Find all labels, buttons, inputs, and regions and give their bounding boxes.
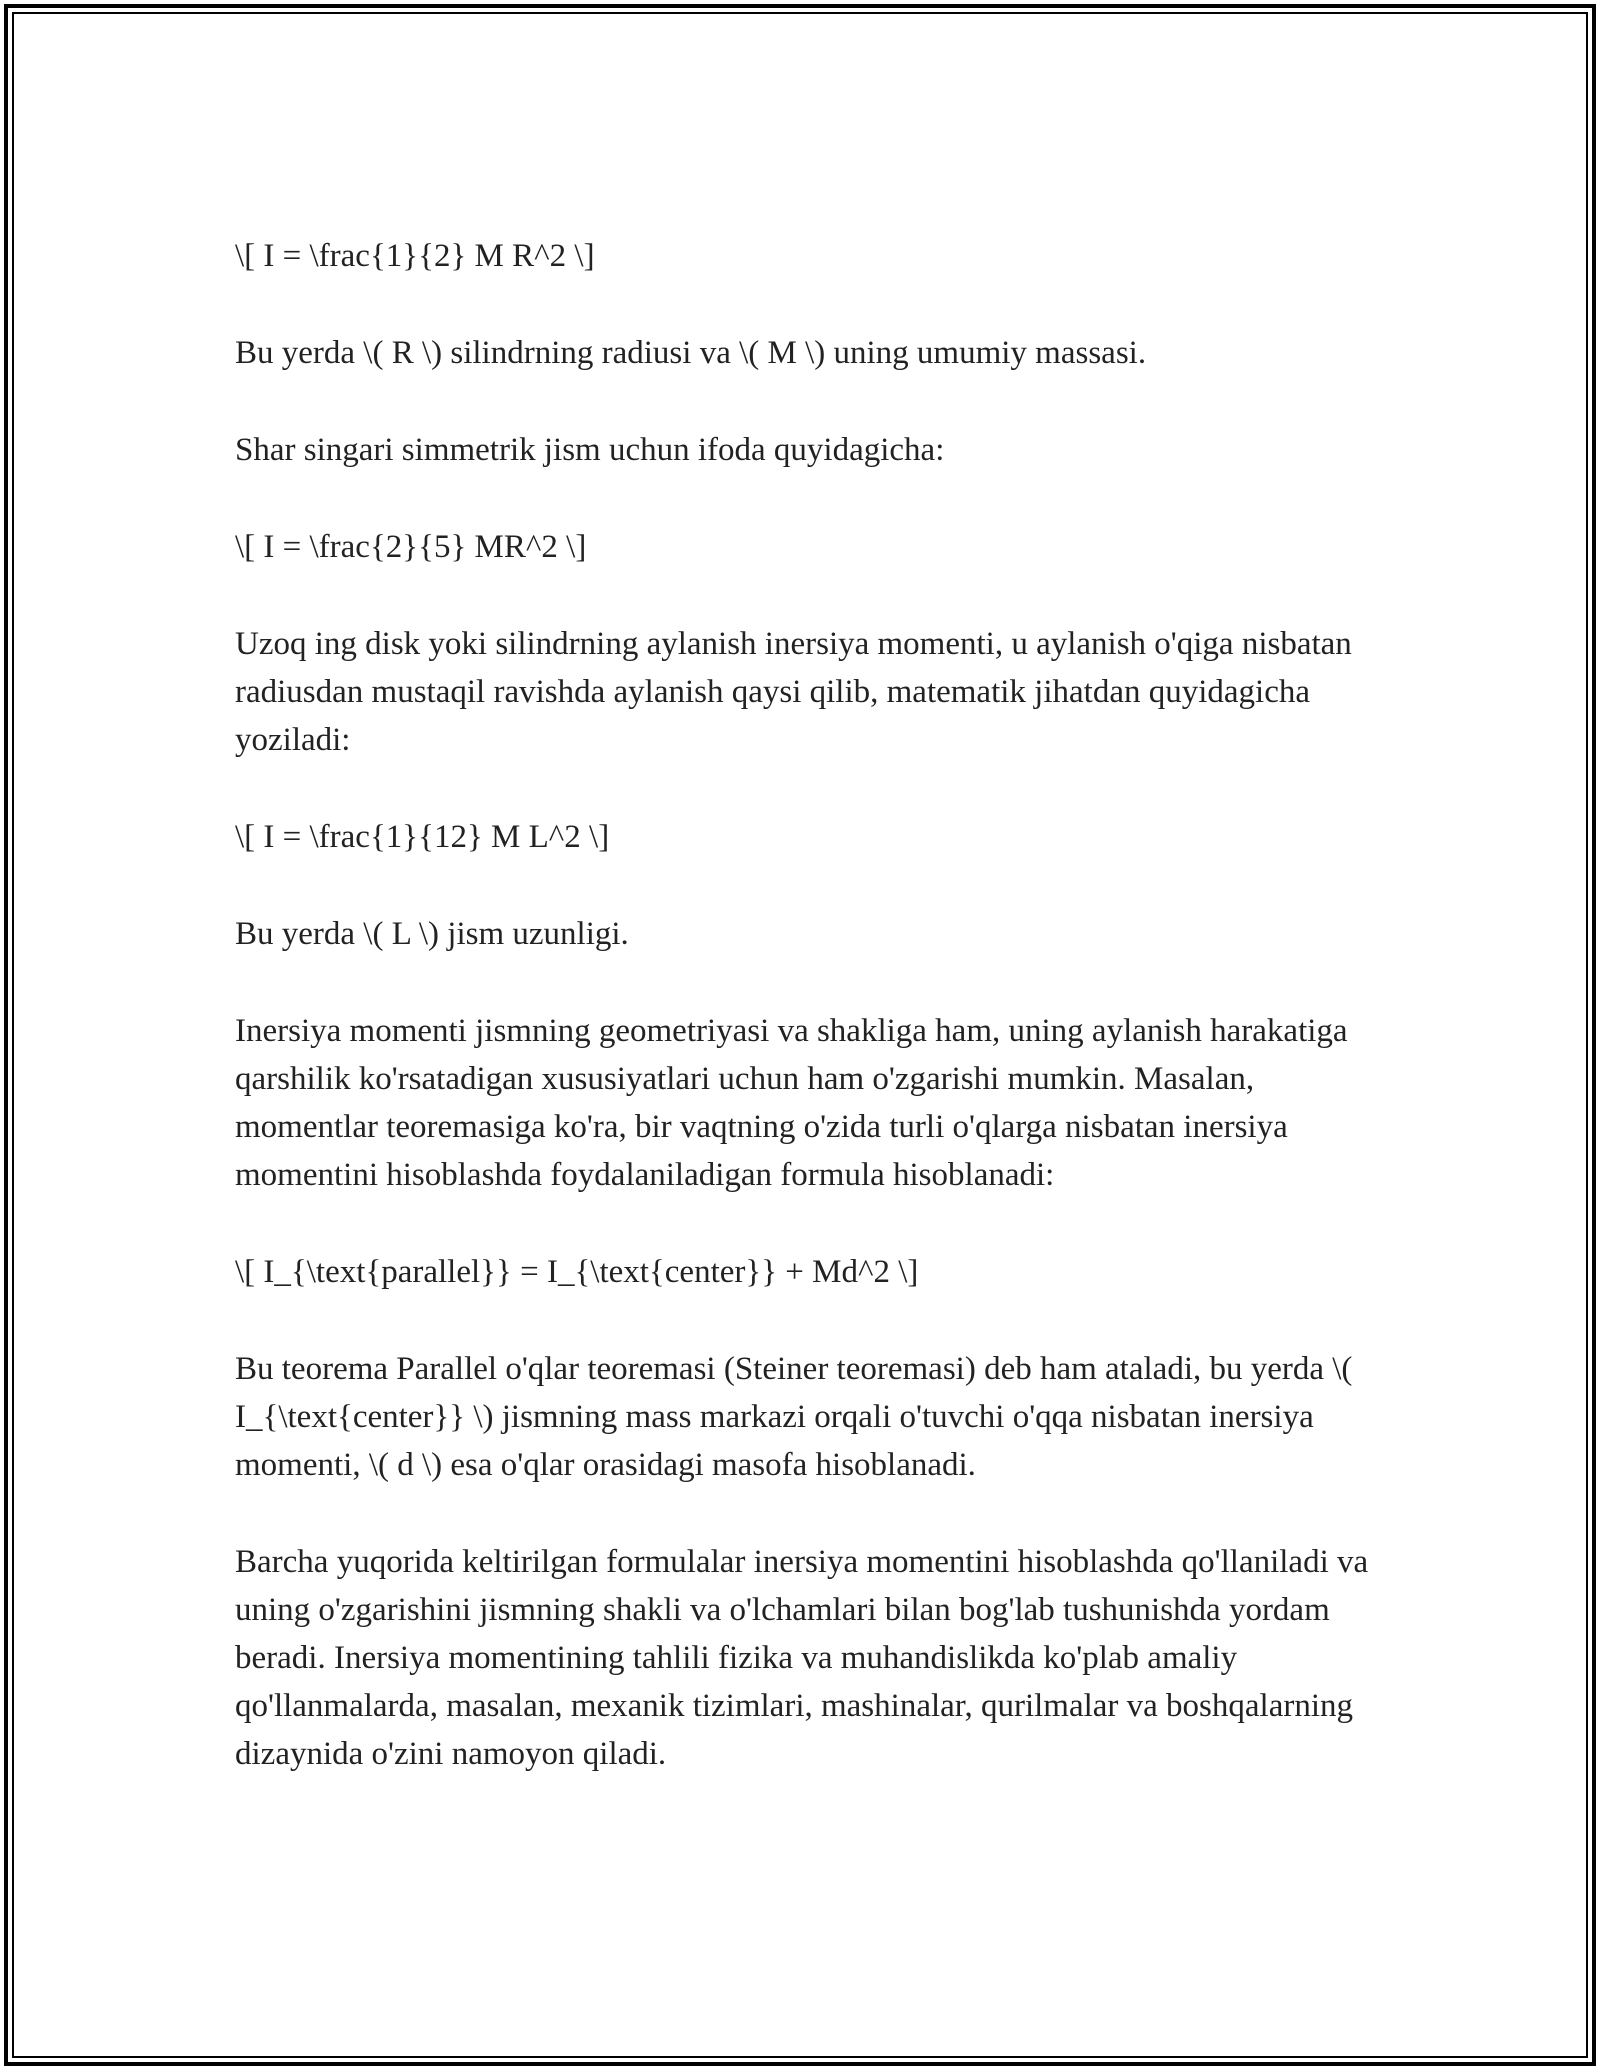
formula-parallel-axis: \[ I_{\text{parallel}} = I_{\text{center}} + Md^2 \] (235, 1254, 919, 1290)
paragraph-rod-intro: Uzoq ing disk yoki silindrning aylanish inersiya momenti, u aylanish o'qiga nisbatan radiusdan mustaqil ravishda aylanish qaysi qilib, matematik jihatdan quyidagicha yoziladi: (235, 626, 1352, 758)
formula-rod: \[ I = \frac{1}{12} M L^2 \] (235, 819, 610, 855)
paragraph-conclusion: Barcha yuqorida keltirilgan formulalar inersiya momentini hisoblashda qo'llaniladi va uning o'zgarishini jismning shakli va o'lchamlari bilan bog'lab tushunishda yordam beradi. Inersiya momentining tahlili fizika va muhandislikda ko'plab amaliy qo'llanmalarda, masalan, mexanik tizimlari, mashinalar, qurilmalar va boshqalarning dizaynida o'zini namoyon qiladi. (235, 1544, 1369, 1772)
document-body (235, 232, 1375, 1827)
formula-sphere: \[ I = \frac{2}{5} MR^2 \] (235, 529, 587, 565)
paragraph-theorem-intro: Inersiya momenti jismning geometriyasi va shakliga ham, uning aylanish harakatiga qarshilik ko'rsatadigan xususiyatlari uchun ham o'zgarishi mumkin. Masalan, momentlar teoremasiga ko'ra, bir vaqtning o'zida turli o'qlarga nisbatan inersiya momentini hisoblashda foydalaniladigan formula hisoblanadi: (235, 1013, 1348, 1193)
formula-cylinder: \[ I = \frac{1}{2} M R^2 \] (235, 238, 595, 274)
paragraph-cylinder-definition: Bu yerda \( R \) silindrning radiusi va \( M \) uning umumiy massasi. (235, 335, 1147, 371)
paragraph-steiner-theorem: Bu teorema Parallel o'qlar teoremasi (Steiner teoremasi) deb ham ataladi, bu yerda \( I_{\text{center}} \) jismning mass markazi orqali o'tuvchi o'qqa nisbatan inersiya momenti, \( d \) esa o'qlar orasidagi masofa hisoblanadi. (235, 1351, 1353, 1483)
paragraph-length-definition: Bu yerda \( L \) jism uzunligi. (235, 916, 629, 952)
paragraph-sphere-intro: Shar singari simmetrik jism uchun ifoda quyidagicha: (235, 432, 945, 468)
